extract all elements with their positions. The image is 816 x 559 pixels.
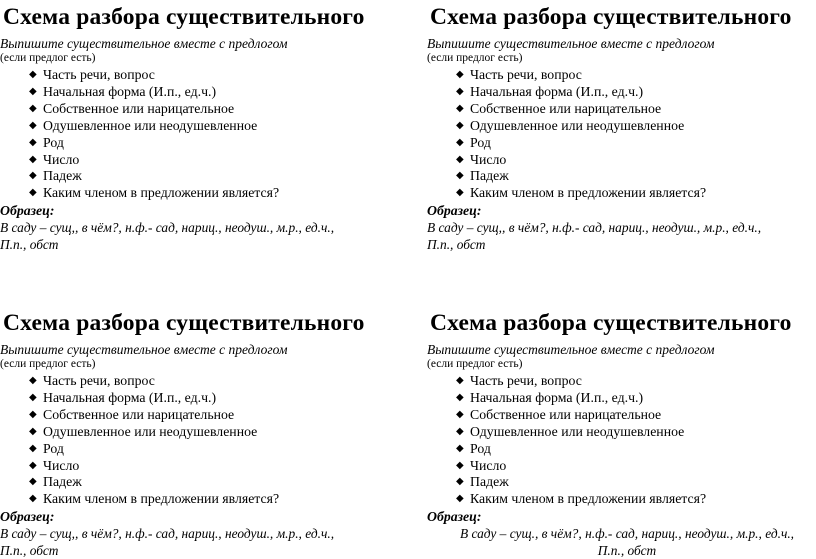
list-item: ◆ Число (456, 457, 507, 473)
scheme-card-3 (0, 308, 404, 559)
diamond-bullet-icon: ◆ (456, 476, 464, 488)
list-item: ◆ Падеж (456, 474, 509, 490)
diamond-bullet-icon: ◆ (29, 391, 37, 403)
list-item: ◆ Начальная форма (И.п., ед.ч.) (29, 389, 217, 405)
scheme-list (0, 67, 404, 202)
diamond-bullet-icon: ◆ (456, 459, 464, 471)
list-item: ◆ Род (456, 134, 491, 150)
list-item: ◆ Число (29, 151, 80, 167)
list-item: ◆ Часть речи, вопрос (29, 373, 155, 388)
list-item: ◆ Род (29, 134, 64, 150)
diamond-bullet-icon: ◆ (456, 391, 464, 403)
list-item: ◆ Начальная форма (И.п., ед.ч.) (29, 83, 217, 99)
example-line-2: П.п., обст (427, 237, 486, 253)
diamond-bullet-icon: ◆ (29, 187, 37, 199)
diamond-bullet-icon: ◆ (456, 69, 464, 80)
diamond-bullet-icon: ◆ (29, 69, 37, 80)
list-item: ◆ Род (456, 440, 491, 456)
scheme-list (427, 373, 816, 508)
list-item: ◆ Собственное или нарицательное (456, 406, 662, 422)
example-text (0, 219, 400, 253)
list-item: ◆ Начальная форма (И.п., ед.ч.) (456, 389, 644, 405)
diamond-bullet-icon: ◆ (29, 442, 37, 454)
diamond-bullet-icon: ◆ (456, 136, 464, 148)
list-item: ◆ Падеж (29, 474, 82, 490)
instruction-note: (если предлог есть) (0, 358, 96, 370)
list-item: ◆ Падеж (29, 168, 82, 184)
example-line-1: В саду – сущ,, в чём?, н.ф.- сад, нариц., неодуш., м.р., ед.ч., (0, 220, 335, 236)
instruction: Выпишите существительное вместе с предлогом (427, 342, 715, 357)
diamond-bullet-icon: ◆ (456, 85, 464, 97)
example-line-2: П.п., обст (0, 237, 59, 253)
list-item: ◆ Каким членом в предложении является? (29, 185, 280, 201)
diamond-bullet-icon: ◆ (456, 187, 464, 199)
list-item: ◆ Род (29, 440, 64, 456)
card-title: Схема разбора существительного (430, 4, 792, 30)
sample-label: Образец: (0, 509, 55, 525)
list-item: ◆ Одушевленное или неодушевленное (29, 423, 258, 439)
example-line-1: В саду – сущ,, в чём?, н.ф.- сад, нариц., неодуш., м.р., ед.ч., (427, 220, 762, 236)
diamond-bullet-icon: ◆ (29, 476, 37, 488)
sample-label: Образец: (427, 203, 482, 219)
list-item: ◆ Часть речи, вопрос (29, 67, 155, 82)
instruction-note: (если предлог есть) (0, 52, 96, 64)
list-item: ◆ Собственное или нарицательное (29, 406, 235, 422)
diamond-bullet-icon: ◆ (29, 136, 37, 148)
list-item: ◆ Число (29, 457, 80, 473)
diamond-bullet-icon: ◆ (29, 408, 37, 420)
diamond-bullet-icon: ◆ (29, 153, 37, 165)
diamond-bullet-icon: ◆ (29, 425, 37, 437)
diamond-bullet-icon: ◆ (29, 375, 37, 386)
diamond-bullet-icon: ◆ (29, 459, 37, 471)
diamond-bullet-icon: ◆ (29, 85, 37, 97)
card-title: Схема разбора существительного (3, 310, 365, 336)
diamond-bullet-icon: ◆ (456, 493, 464, 505)
list-item: ◆ Каким членом в предложении является? (456, 185, 707, 201)
instruction-note: (если предлог есть) (427, 358, 523, 370)
list-item: ◆ Начальная форма (И.п., ед.ч.) (456, 83, 644, 99)
sample-label: Образец: (427, 509, 482, 525)
scheme-card-1 (0, 2, 404, 253)
scheme-card-4 (427, 308, 816, 559)
list-item: ◆ Одушевленное или неодушевленное (456, 423, 685, 439)
instruction: Выпишите существительное вместе с предлогом (427, 36, 715, 51)
diamond-bullet-icon: ◆ (456, 119, 464, 131)
list-item: ◆ Одушевленное или неодушевленное (456, 117, 685, 133)
diamond-bullet-icon: ◆ (29, 102, 37, 114)
instruction: Выпишите существительное вместе с предлогом (0, 342, 288, 357)
list-item: ◆ Часть речи, вопрос (456, 373, 582, 388)
scheme-list (0, 373, 404, 508)
diamond-bullet-icon: ◆ (456, 442, 464, 454)
list-item: ◆ Каким членом в предложении является? (456, 491, 707, 507)
diamond-bullet-icon: ◆ (29, 493, 37, 505)
diamond-bullet-icon: ◆ (29, 170, 37, 182)
list-item: ◆ Собственное или нарицательное (456, 100, 662, 116)
list-item: ◆ Падеж (456, 168, 509, 184)
diamond-bullet-icon: ◆ (456, 153, 464, 165)
scheme-list (427, 67, 816, 202)
example-text (427, 219, 816, 253)
example-text (427, 525, 816, 559)
diamond-bullet-icon: ◆ (456, 408, 464, 420)
example-line-1: В саду – сущ,, в чём?, н.ф.- сад, нариц., неодуш., м.р., ед.ч., (0, 526, 335, 542)
list-item: ◆ Число (456, 151, 507, 167)
example-text (0, 525, 400, 559)
diamond-bullet-icon: ◆ (456, 425, 464, 437)
scheme-card-2 (427, 2, 816, 253)
instruction: Выпишите существительное вместе с предлогом (0, 36, 288, 51)
list-item: ◆ Каким членом в предложении является? (29, 491, 280, 507)
sample-label: Образец: (0, 203, 55, 219)
list-item: ◆ Часть речи, вопрос (456, 67, 582, 82)
example-line-1: В саду – сущ., в чём?, н.ф.- сад, нариц., неодуш., м.р., ед.ч., (459, 526, 795, 542)
card-title: Схема разбора существительного (3, 4, 365, 30)
list-item: ◆ Собственное или нарицательное (29, 100, 235, 116)
example-line-2: П.п., обст (597, 543, 657, 559)
card-title: Схема разбора существительного (430, 310, 792, 336)
instruction-note: (если предлог есть) (427, 52, 523, 64)
example-line-2: П.п., обст (0, 543, 59, 559)
diamond-bullet-icon: ◆ (456, 375, 464, 386)
diamond-bullet-icon: ◆ (456, 102, 464, 114)
diamond-bullet-icon: ◆ (29, 119, 37, 131)
list-item: ◆ Одушевленное или неодушевленное (29, 117, 258, 133)
diamond-bullet-icon: ◆ (456, 170, 464, 182)
